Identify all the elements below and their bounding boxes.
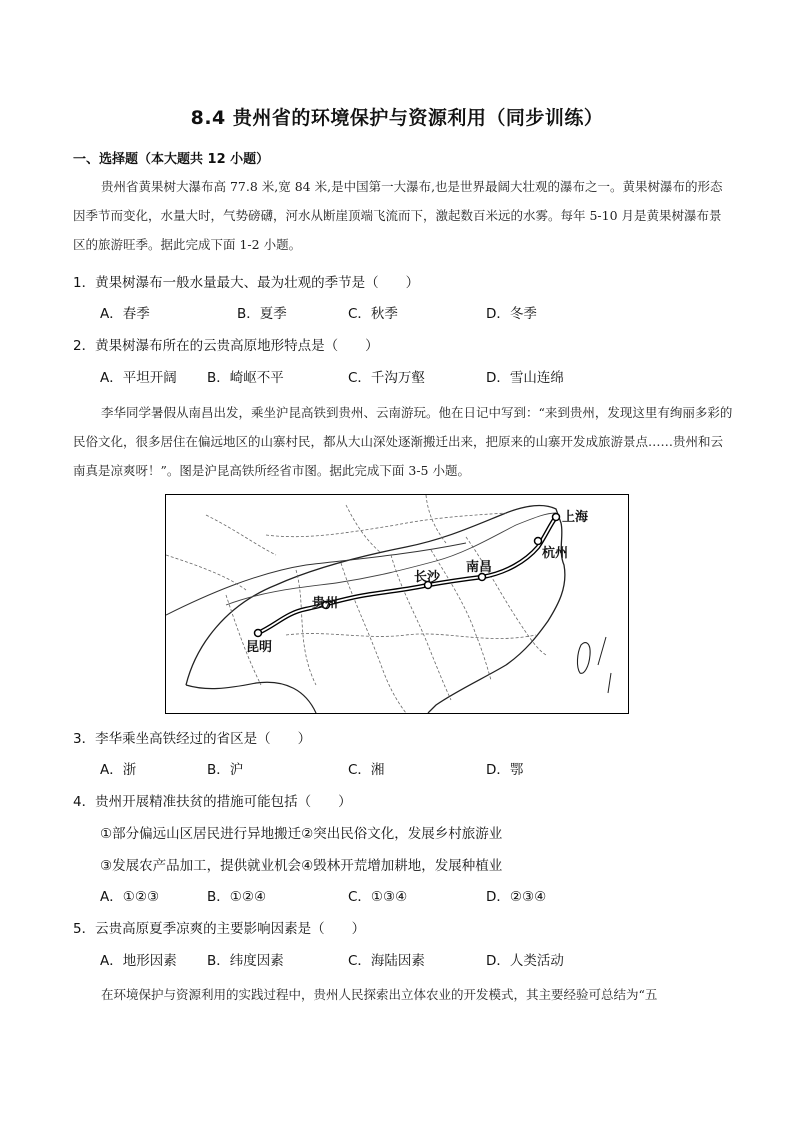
city-label-guizhou: 贵州	[312, 596, 339, 611]
option-a[interactable]: A．春季	[100, 306, 150, 322]
province-borders	[166, 495, 546, 713]
map-svg	[166, 495, 628, 713]
railway-map	[165, 494, 629, 714]
city-marker-hangzhou	[535, 538, 542, 545]
option-c[interactable]: C．海陆因素	[348, 953, 425, 969]
option-d[interactable]: D．鄂	[486, 762, 524, 778]
option-a[interactable]: A．地形因素	[100, 953, 177, 969]
city-marker-kunming	[255, 630, 262, 637]
question-3: 3．李华乘坐高铁经过的省区是（ ）	[73, 731, 312, 747]
option-b[interactable]: B．①②④	[207, 889, 267, 905]
option-d[interactable]: D．②③④	[486, 889, 547, 905]
boundary-line	[598, 637, 606, 665]
option-a[interactable]: A．浙	[100, 762, 137, 778]
city-label-hangzhou: 杭州	[542, 546, 569, 561]
passage-waterfall: 贵州省黄果树大瀑布高 77.8 米,宽 84 米,是中国第一大瀑布,也是世界最阔大壮观的瀑布之一。黄果树瀑布的形态因季节而变化，水量大时，气势磅礴，河水从断崖顶端飞流而下，激起数百米远的水雾。每年 5-10 月是黄果树瀑布景区的旅游旺季。据此完成下面 1-2 小题。	[73, 179, 723, 252]
option-b[interactable]: B．崎岖不平	[207, 370, 284, 386]
question-5: 5．云贵高原夏季凉爽的主要影响因素是（ ）	[73, 921, 366, 937]
boundary-line	[608, 673, 611, 693]
section-heading: 一、选择题（本大题共 12 小题）	[73, 152, 270, 167]
inland-border	[186, 682, 316, 713]
option-c[interactable]: C．千沟万壑	[348, 370, 425, 386]
city-label-shanghai: 上海	[562, 510, 589, 525]
city-label-changsha: 长沙	[414, 570, 441, 585]
option-d[interactable]: D．雪山连绵	[486, 370, 564, 386]
option-b[interactable]: B．夏季	[237, 306, 287, 322]
passage-travel-diary: 李华同学暑假从南昌出发，乘坐沪昆高铁到贵州、云南游玩。他在日记中写到：“来到贵州，发现这里有绚丽多彩的民俗文化，很多居住在偏远地区的山寨村民，都从大山深处逐渐搬迁出来，把原来的山寨开发成旅游景点……贵州和云南真是凉爽呀！”。图是沪昆高铁所经省市图。据此完成下面 3-5 小题。	[73, 405, 733, 478]
question-1-options	[100, 304, 740, 324]
question-4-statement-2: ③发展农产品加工，提供就业机会④毁林开荒增加耕地，发展种植业	[100, 858, 503, 874]
option-c[interactable]: C．湘	[348, 762, 385, 778]
passage-stereo-agriculture: 在环境保护与资源利用的实践过程中，贵州人民探索出立体农业的开发模式，其主要经验可总结为“五	[101, 987, 658, 1002]
question-4: 4．贵州开展精准扶贫的措施可能包括（ ）	[73, 794, 352, 810]
option-c[interactable]: C．①③④	[348, 889, 408, 905]
city-label-kunming: 昆明	[246, 640, 273, 655]
option-d[interactable]: D．冬季	[486, 306, 537, 322]
city-marker-shanghai	[553, 514, 560, 521]
option-a[interactable]: A．①②③	[100, 889, 160, 905]
question-5-options	[100, 951, 740, 971]
option-c[interactable]: C．秋季	[348, 306, 398, 322]
option-b[interactable]: B．沪	[207, 762, 244, 778]
page-title: 8.4 贵州省的环境保护与资源利用（同步训练）	[190, 107, 604, 129]
question-4-statement-1: ①部分偏远山区居民进行异地搬迁②突出民俗文化，发展乡村旅游业	[100, 826, 503, 842]
question-2-options	[100, 368, 740, 388]
taiwan-island	[577, 643, 590, 674]
question-1: 1．黄果树瀑布一般水量最大、最为壮观的季节是（ ）	[73, 275, 420, 291]
question-4-options	[100, 887, 740, 907]
city-label-nanchang: 南昌	[466, 560, 493, 575]
option-d[interactable]: D．人类活动	[486, 953, 564, 969]
coastline	[186, 506, 565, 713]
option-b[interactable]: B．纬度因素	[207, 953, 284, 969]
question-3-options	[100, 760, 740, 780]
option-a[interactable]: A．平坦开阔	[100, 370, 177, 386]
question-2: 2．黄果树瀑布所在的云贵高原地形特点是（ ）	[73, 338, 379, 354]
